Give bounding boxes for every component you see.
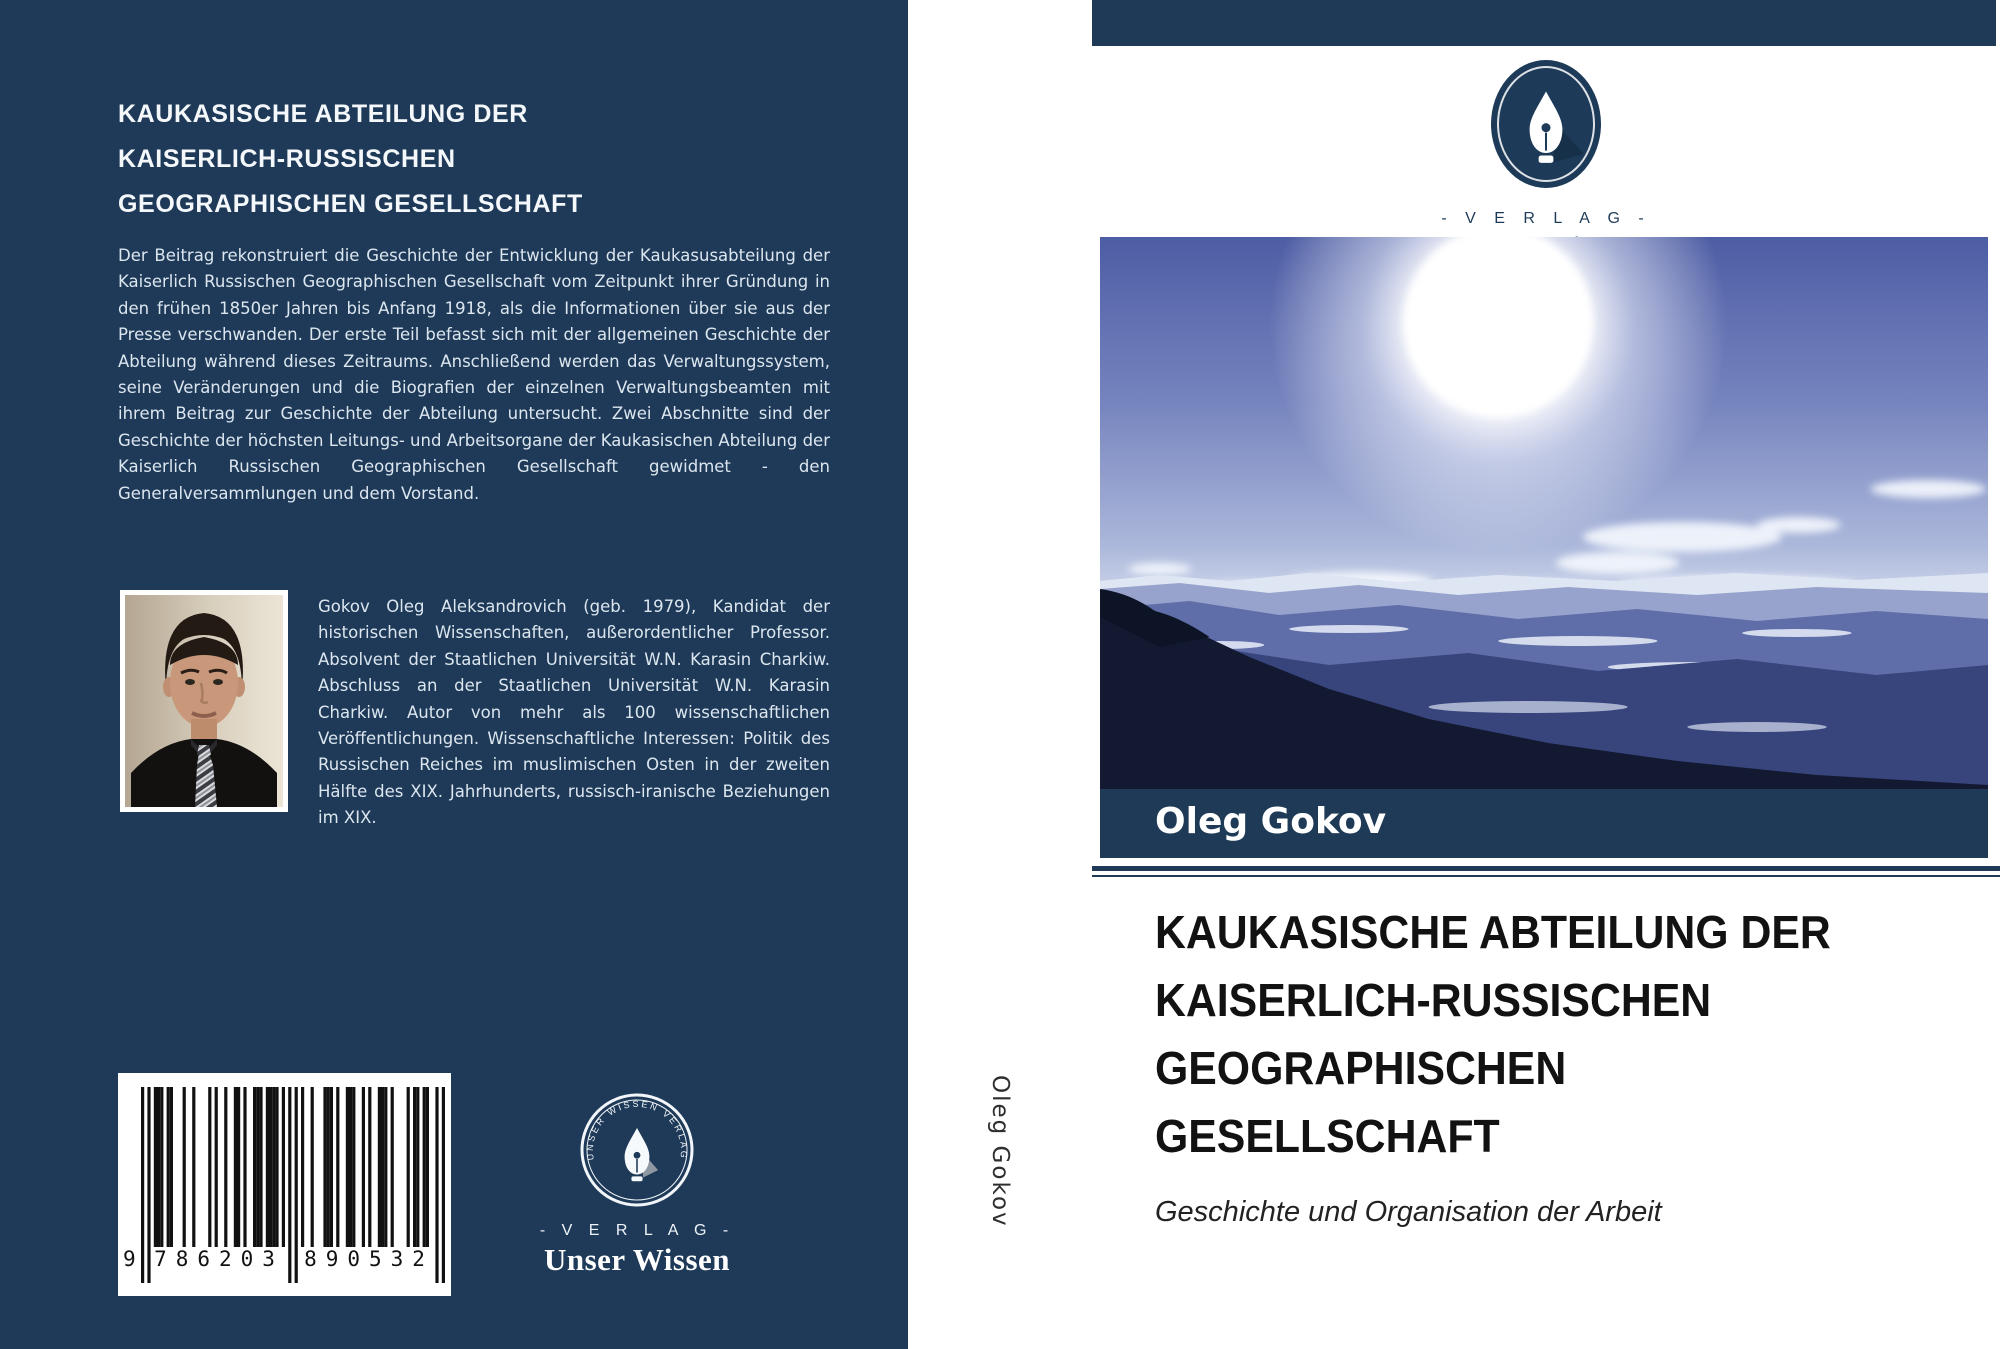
- cover-photo: [1100, 237, 1988, 789]
- divider-rule-thick: [1092, 866, 2000, 871]
- author-name-bar: [1100, 789, 1988, 858]
- back-title-line-3: GEOGRAPHISCHEN GESELLSCHAFT: [118, 190, 583, 218]
- publisher-logo-front: [1092, 52, 2000, 266]
- spine-author: Oleg Gokov: [987, 1075, 1013, 1228]
- author-photo: [120, 590, 288, 812]
- front-author-name: Oleg Gokov: [1155, 801, 1387, 842]
- pen-nib-icon: [625, 1128, 658, 1181]
- publisher-emblem-front: [1471, 52, 1621, 202]
- publisher-logo-verlag: - V E R L A G -: [539, 1222, 735, 1239]
- spine: [908, 0, 1092, 1349]
- barcode-group2: 890532: [304, 1247, 434, 1271]
- top-accent-bar: [1092, 0, 1996, 46]
- back-title-line-1: KAUKASISCHE ABTEILUNG DER: [118, 100, 528, 128]
- back-description: Der Beitrag rekonstruiert die Geschichte der Entwicklung der Kaukasusabteilung der Kaiserlich Russischen Geographischen Gesellschaft vom Zeitpunkt ihrer Gründung in den frühen 1850er Jahren bis Anfang 1918, als die Informationen über sie aus der Presse verschwanden. Der erste Teil befasst sich mit der allgemeinen Geschichte der Abteilung während dieses Zeitraums. Anschließend werden das Verwaltungssystem, seine Veränderungen und die Biografien der einzelnen Verwaltungsbeamten mit ihrem Beitrag zur Geschichte der Abteilung untersucht. Zwei Abschnitte sind der Geschichte der höchsten Leitungs- und Arbeitsorgane der Kaukasischen Abteilung der Kaiserlich Russischen Geographischen Gesellschaft gewidmet - den Generalversammlungen und dem Vorstand.: [118, 246, 830, 503]
- divider-rule-thin: [1092, 875, 2000, 877]
- publisher-logo-arc-text: UNSER WISSEN VERLAG: [584, 1098, 690, 1161]
- front-title: [1155, 898, 1831, 1170]
- front-title-line-4: GESELLSCHAFT: [1155, 1110, 1500, 1162]
- back-title: [118, 92, 838, 227]
- front-title-line-3: GEOGRAPHISCHEN: [1155, 1042, 1567, 1094]
- back-title-line-2: KAISERLICH-RUSSISCHEN: [118, 145, 456, 173]
- publisher-logo-name: Unser Wissen: [543, 1242, 731, 1277]
- barcode-group1: 786203: [154, 1247, 284, 1271]
- author-portrait-graphic: [125, 595, 283, 807]
- publisher-logo-back: [487, 1088, 787, 1278]
- publisher-emblem: [575, 1088, 699, 1212]
- barcode-prefix: 9: [123, 1247, 136, 1271]
- barcode: [118, 1073, 451, 1296]
- front-title-line-2: KAISERLICH-RUSSISCHEN: [1155, 974, 1712, 1026]
- back-cover: [0, 0, 908, 1349]
- front-cover: [1092, 0, 2000, 1349]
- front-subtitle: Geschichte und Organisation der Arbeit: [1155, 1196, 1662, 1228]
- author-bio: Gokov Oleg Aleksandrovich (geb. 1979), Kandidat der historischen Wissenschaften, außerordentlicher Professor. Absolvent der Staatlichen Universität W.N. Karasin Charkiw. Abschluss an der Staatlichen Universität W.N. Karasin Charkiw. Autor von mehr als 100 wissenschaftlichen Veröffentlichungen. Wissenschaftliche Interessen: Politik des Russischen Reiches im muslimischen Osten in der zweiten Hälfte des XIX. Jahrhunderts, russisch-iranische Beziehungen im XIX.: [318, 597, 830, 828]
- landscape-graphic: [1100, 237, 1988, 789]
- publisher-logo-verlag: - V E R L A G -: [1441, 210, 1651, 227]
- barcode-digits: [123, 1247, 445, 1277]
- front-title-line-1: KAUKASISCHE ABTEILUNG DER: [1155, 906, 1831, 958]
